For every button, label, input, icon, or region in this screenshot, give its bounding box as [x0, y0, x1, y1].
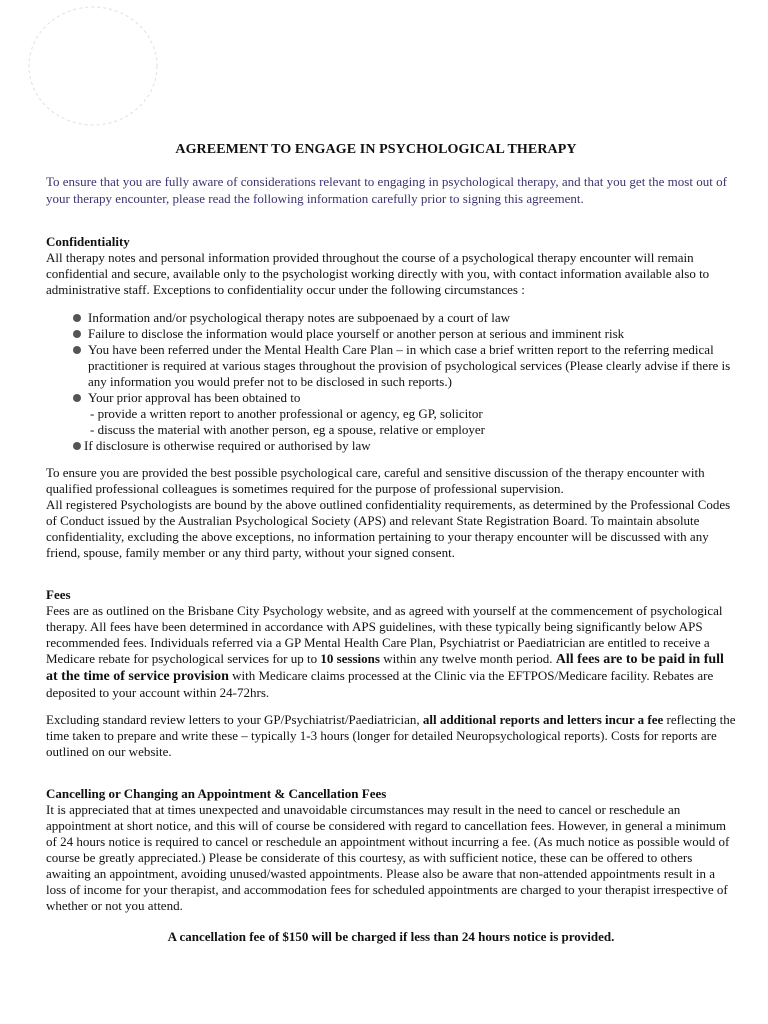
- bullet-icon: [73, 314, 81, 322]
- bullet-icon: [73, 442, 81, 450]
- list-item: Failure to disclose the information would place yourself or another person at serious and imminent risk: [46, 326, 736, 342]
- cancellation-heading: Cancelling or Changing an Appointment & Cancellation Fees: [46, 786, 387, 801]
- intro-paragraph: To ensure that you are fully aware of considerations relevant to engaging in psychological therapy, and that you get the most out of your therapy encounter, please read the following information carefully prior to signing this agreement.: [46, 174, 727, 206]
- fees-heading: Fees: [46, 587, 71, 602]
- sub-list-item: - discuss the material with another person, eg a spouse, relative or employer: [90, 422, 485, 437]
- list-item: Your prior approval has been obtained to: [46, 390, 736, 406]
- list-item: If disclosure is otherwise required or authorised by law: [46, 438, 736, 454]
- cancellation-body: It is appreciated that at times unexpected and unavoidable circumstances may result in the need to cancel or reschedule an appointment at short notice, and this will of course be considered with regard to cancellation fees. However, in general a minimum of 24 hours notice is required to cancel or reschedule an appointment without incurring a fee. (As much notice as possible would of course be greatly appreciated.) Please be considerate of this courtesy, as with sufficient notice, these can be offered to others awaiting an appointment, avoiding unused/wasted appointments. Please also be aware that non-attended appointments result in a loss of income for your therapist, and accommodation fees for scheduled appointments are charged to your therapist irrespective of whether or not you attend.: [46, 802, 730, 913]
- bullet-icon: [73, 330, 81, 338]
- confidentiality-list: [46, 310, 736, 454]
- list-item: Information and/or psychological therapy notes are subpoenaed by a court of law: [46, 310, 736, 326]
- fees-paragraph: Fees are as outlined on the Brisbane City Psychology website, and as agreed with yourself at the commencement of psychological therapy. All fees have been determined in accordance with APS guidelines, with these typically being significantly below APS recommended fees. Individuals referred via a GP Mental Health Care Plan, Psychiatrist or Paediatrician are entitled to receive a Medicare rebate for psychological services for up to 10 sessions within any twelve month period. All fees are to be paid in full at the time of service provision with Medicare claims processed at the Clinic via the EFTPOS/Medicare facility. Rebates are deposited to your account within 24-72hrs.: [46, 603, 724, 700]
- page-title: AGREEMENT TO ENGAGE IN PSYCHOLOGICAL THERAPY: [175, 142, 577, 157]
- codes-paragraph: All registered Psychologists are bound by the above outlined confidentiality requirements, as determined by the Professional Codes of Conduct issued by the Australian Psychological Society (APS) and relevant State Registration Board. To maintain absolute confidentiality, excluding the above exceptions, no information pertaining to your therapy encounter will be discussed with any friend, spouse, family member or any third party, without your signed consent.: [46, 497, 731, 560]
- supervision-paragraph: To ensure you are provided the best possible psychological care, careful and sensitive discussion of the therapy encounter with qualified professional colleagues is sometimes required for the purpose of professional supervision. All registered Psychologists are bound by the above outlined confidentiality requirements, as determined by the Professional Codes of Conduct issued by the Australian Psychological Society (APS) and relevant State Registration Board. To maintain absolute confidentiality, excluding the above exceptions, no information pertaining to your therapy encounter will be discussed with any friend, spouse, family member or any third party, without your signed consent.: [46, 465, 736, 561]
- cancellation-notice: A cancellation fee of $150 will be charged if less than 24 hours notice is provided.: [167, 929, 615, 944]
- bullet-icon: [73, 346, 81, 354]
- logo-ring: [26, 4, 160, 128]
- fees-section: [46, 587, 736, 701]
- confidentiality-section: [46, 234, 736, 298]
- bullet-icon: [73, 394, 81, 402]
- confidentiality-body: All therapy notes and personal information provided throughout the course of a psychological therapy encounter will remain confidential and secure, available only to the psychologist working directly with you, with contact information available also to administrative staff. Exceptions to confidentiality occur under the following circumstances :: [46, 250, 710, 297]
- sub-list-item: - provide a written report to another professional or agency, eg GP, solicitor: [90, 406, 483, 421]
- cancellation-section: [46, 786, 736, 914]
- reports-paragraph: Excluding standard review letters to your GP/Psychiatrist/Paediatrician, all additional reports and letters incur a fee reflecting the time taken to prepare and write these – typically 1-3 hours (longer for detailed Neuropsychological reports). Costs for reports are outlined on our website.: [46, 712, 736, 759]
- confidentiality-heading: Confidentiality: [46, 234, 130, 249]
- list-item: You have been referred under the Mental Health Care Plan – in which case a brief written report to the referring medical practitioner is required at various stages throughout the provision of psychological services (Please clearly advise if there is any information you would prefer not to be disclosed in such reports.): [46, 342, 736, 390]
